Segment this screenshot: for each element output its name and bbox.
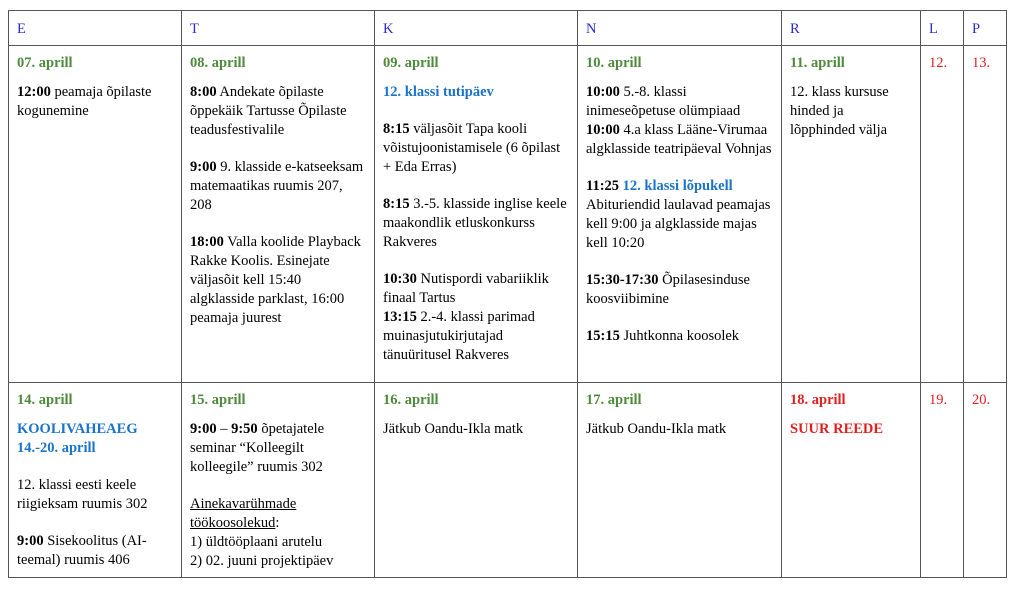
day-date: 15. aprill <box>190 392 246 408</box>
event <box>383 270 569 308</box>
week-row-1 <box>9 46 1007 383</box>
header-tue: T <box>182 11 375 46</box>
day-date: 18. aprill <box>790 392 846 408</box>
event <box>383 120 569 177</box>
event <box>17 83 173 121</box>
day-cell-sun <box>964 46 1007 383</box>
event <box>190 83 366 140</box>
day-cell-thu <box>578 383 782 578</box>
day-cell-sat <box>921 383 964 578</box>
event-time: 8:00 <box>190 84 217 100</box>
event <box>383 308 569 365</box>
week-calendar-table <box>8 10 1007 578</box>
day-date: 14. aprill <box>17 392 73 408</box>
event <box>17 532 173 570</box>
event-time: 10:30 <box>383 271 417 287</box>
day-date: 17. aprill <box>586 392 642 408</box>
day-cell-fri <box>782 46 921 383</box>
event-text: väljasõit Tapa kooli võistujoonistamisele (6 õpilast + Eda Erras) <box>383 121 561 175</box>
day-cell-tue <box>182 46 375 383</box>
event <box>586 271 773 309</box>
event <box>586 121 773 159</box>
day-date: 13. <box>972 55 991 71</box>
event-text: 4.a klass Lääne-Virumaa algklasside teatripäeval Vohnjas <box>586 122 772 157</box>
event <box>586 177 773 253</box>
event-time: 11:25 <box>586 178 620 194</box>
event-text: Andekate õpilaste õppekäik Tartusse Õpilaste teadusfestivalile <box>190 84 347 138</box>
event-time: 10:00 <box>586 84 620 100</box>
day-date: 07. aprill <box>17 55 73 71</box>
event-text: 9. klasside e-katseeksam matemaatikas ruumis 207, 208 <box>190 159 364 213</box>
event <box>586 327 773 346</box>
day-cell-tue <box>182 383 375 578</box>
day-cell-sat <box>921 46 964 383</box>
day-cell-mon <box>9 46 182 383</box>
event-time: 15:15 <box>586 328 620 344</box>
event <box>190 233 366 328</box>
event-time: 18:00 <box>190 234 224 250</box>
event-text: 3.-5. klasside inglise keele maakondlik etluskonkurss Rakveres <box>383 196 567 250</box>
list-item: 1) üldtööplaani arutelu <box>190 534 323 550</box>
event-text: 2.-4. klassi parimad muinasjutukirjutajad tänuüritusel Rakveres <box>383 309 535 363</box>
event <box>586 83 773 121</box>
day-date: 19. <box>929 392 948 408</box>
day-date: 08. aprill <box>190 55 246 71</box>
day-note: Jätkub Oandu-Ikla matk <box>586 421 727 437</box>
event <box>190 158 366 215</box>
list-item: 2) 02. juuni projektipäev <box>190 553 334 569</box>
event-time: 12:00 <box>17 84 51 100</box>
header-wed: K <box>375 11 578 46</box>
event-sep: – <box>216 421 232 437</box>
day-cell-wed <box>375 46 578 383</box>
header-thu: N <box>578 11 782 46</box>
event <box>383 195 569 252</box>
event-text: õpetajatele seminar “Kolleegilt kolleegile” ruumis 302 <box>190 421 325 475</box>
meeting-title: Ainekavarühmade töökoosolekud <box>190 496 297 531</box>
event-time-end: 9:50 <box>231 421 258 437</box>
event-text: Nutispordi vabariiklik finaal Tartus <box>383 271 549 306</box>
event-time: 9:00 <box>17 533 44 549</box>
header-sun: P <box>964 11 1007 46</box>
day-note: Jätkub Oandu-Ikla matk <box>383 421 524 437</box>
meeting-block <box>190 495 366 571</box>
header-sat: L <box>921 11 964 46</box>
event-text: Juhtkonna koosolek <box>619 328 740 344</box>
day-date: 11. aprill <box>790 55 845 71</box>
event-highlight: 12. klassi lõpukell <box>619 178 733 194</box>
day-date: 20. <box>972 392 991 408</box>
day-date: 09. aprill <box>383 55 439 71</box>
event-time: 13:15 <box>383 309 417 325</box>
day-note: 12. klassi eesti keele riigieksam ruumis 302 <box>17 477 148 512</box>
event-time: 10:00 <box>586 122 620 138</box>
event-time: 15:30-17:30 <box>586 272 659 288</box>
event <box>190 420 366 477</box>
day-cell-fri <box>782 383 921 578</box>
week-row-2 <box>9 383 1007 578</box>
day-cell-wed <box>375 383 578 578</box>
event-text: Sisekoolitus (AI-teemal) ruumis 406 <box>17 533 147 568</box>
day-cell-mon <box>9 383 182 578</box>
header-mon: E <box>9 11 182 46</box>
event-text: peamaja õpilaste kogunemine <box>17 84 152 119</box>
event-time: 8:15 <box>383 196 410 212</box>
event-time: 9:00 <box>190 421 217 437</box>
day-cell-sun <box>964 383 1007 578</box>
event-text: Abituriendid laulavad peamajas kell 9:00 ja algklasside majas kell 10:20 <box>586 197 771 251</box>
day-highlight: 12. klassi tutipäev <box>383 84 494 100</box>
day-date: 16. aprill <box>383 392 439 408</box>
meeting-title-suffix: : <box>275 515 280 531</box>
header-row <box>9 11 1007 46</box>
event-time: 8:15 <box>383 121 410 137</box>
day-note: 12. klass kursuse hinded ja lõpphinded välja <box>790 84 889 138</box>
day-cell-thu <box>578 46 782 383</box>
day-date: 10. aprill <box>586 55 642 71</box>
event-text: Õpilasesinduse koosviibimine <box>586 272 750 307</box>
event-text: 5.-8. klassi inimeseõpetuse olümpiaad <box>586 84 741 119</box>
day-date: 12. <box>929 55 948 71</box>
day-highlight: SUUR REEDE <box>790 421 884 437</box>
event-time: 9:00 <box>190 159 217 175</box>
event-text: Valla koolide Playback Rakke Koolis. Esinejate väljasõit kell 15:40 algklasside parklast, 16:00 peamaja juurest <box>190 234 361 326</box>
header-fri: R <box>782 11 921 46</box>
day-highlight: KOOLIVAHEAEG 14.-20. aprill <box>17 421 138 456</box>
